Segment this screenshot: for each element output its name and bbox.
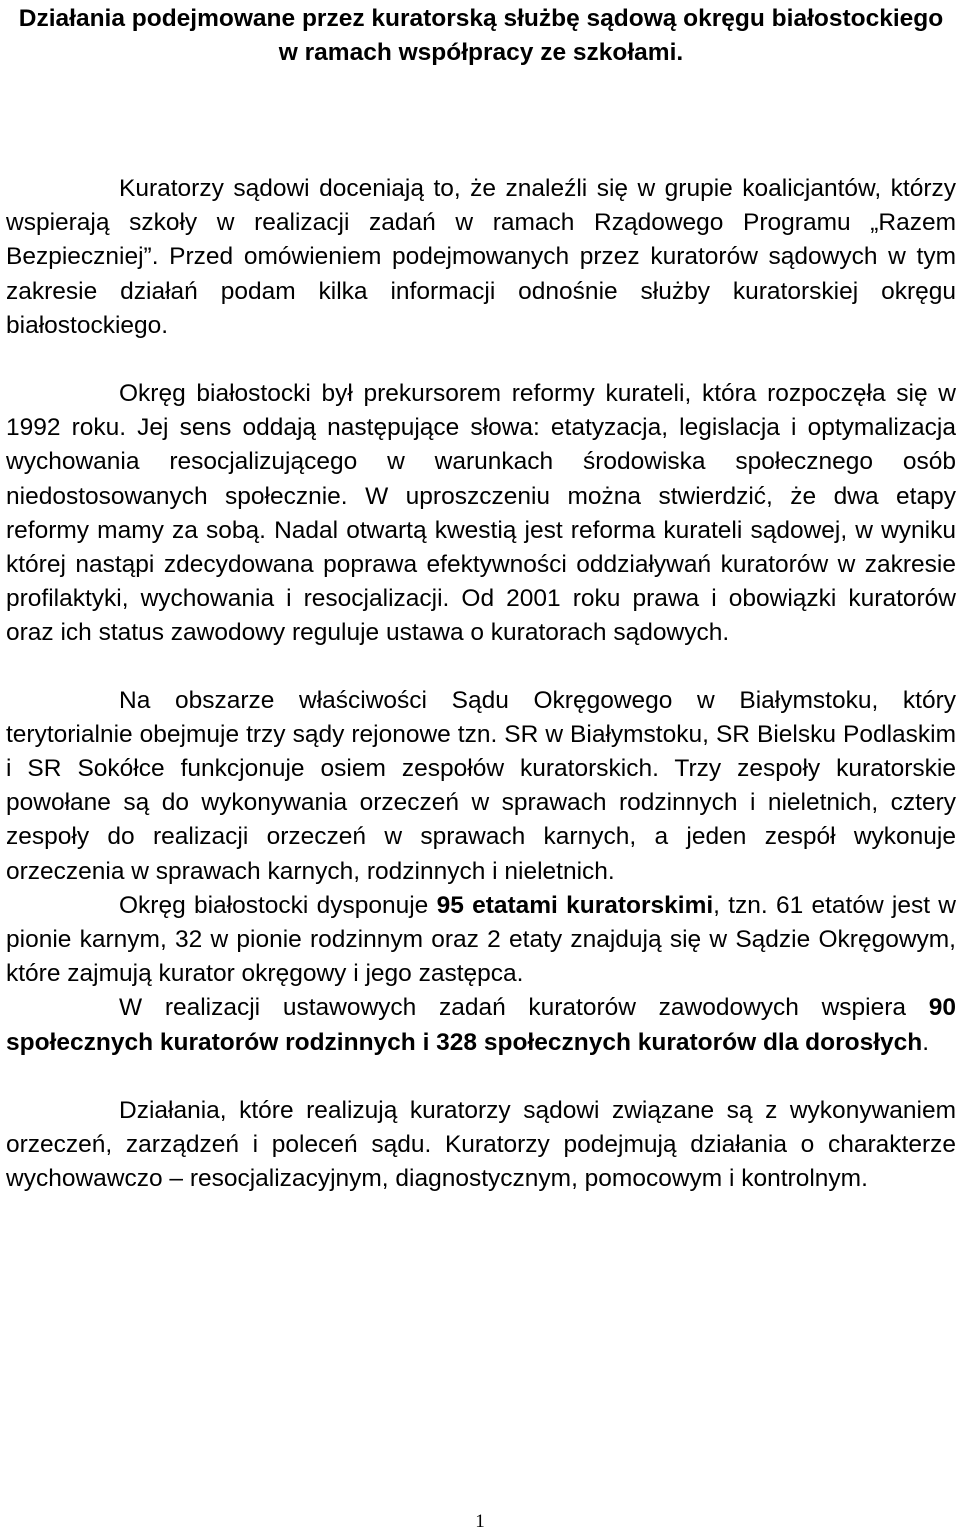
paragraph-volunteers-text: W realizacji ustawowych zadań kuratorów zawodowych wspiera	[119, 994, 929, 1022]
paragraph-activities: Działania, które realizują kuratorzy sądowi związane są z wykonywaniem orzeczeń, zarządzeń i poleceń sądu. Kuratorzy podejmują działania o charakterze wychowawczo – resocjalizacyjnym, diagnostycznym, pomocowym i kontrolnym.	[6, 1096, 956, 1193]
paragraph-staffing-highlight: 95 etatami kuratorskimi	[436, 891, 714, 919]
paragraph-reform: Okręg białostocki był prekursorem reformy kurateli, która rozpoczęła się w 1992 roku. Jej sens oddają następujące słowa: etatyzacja, legislacja i optymalizacja wychowania resocjalizującego w warunkach środowiska społecznego osób niedostosowanych społecznie. W uproszczeniu można stwierdzić, że dwa etapy reformy mamy za sobą. Nadal otwartą kwestią jest reforma kurateli sądowej, w wyniku której nastąpi zdecydowana poprawa efektywności oddziaływań kuratorów w zakresie profilaktyki, wychowania i resocjalizacji. Od 2001 roku prawa i obowiązki kuratorów oraz ich status zawodowy reguluje ustawa o kuratorach sądowych.	[6, 380, 956, 647]
paragraph-staffing	[6, 889, 956, 992]
paragraph-volunteers-highlight: 90 społecznych kuratorów rodzinnych i 328 społecznych kuratorów dla dorosłych	[6, 994, 956, 1056]
document-page	[6, 0, 956, 1196]
paragraph-staffing-text: , tzn. 61 etatów jest w pionie karnym, 32 w pionie rodzinnym oraz 2 etaty znajdują się w Sądzie Okręgowym, które zajmują kurator okręgowy i jego zastępca.	[6, 891, 956, 988]
page-number: 1	[475, 1511, 485, 1532]
spacer	[6, 1060, 956, 1094]
paragraph-district: Na obszarze właściwości Sądu Okręgowego w Białymstoku, który terytorialnie obejmuje trzy sądy rejonowe tzn. SR w Białymstoku, SR Bielsku Podlaskim i SR Sokółce funkcjonuje osiem zespołów kuratorskich. Trzy zespoły kuratorskie powołane są do wykonywania orzeczeń w sprawach rodzinnych i nieletnich, cztery zespoły do realizacji orzeczeń w sprawach karnych, a jeden zespół wykonuje orzeczenia w sprawach karnych, rodzinnych i nieletnich.	[6, 686, 956, 885]
paragraph-volunteers-text: .	[922, 1028, 930, 1056]
paragraph-volunteers	[6, 991, 956, 1059]
spacer	[6, 343, 956, 377]
spacer	[6, 70, 956, 172]
paragraph-staffing-text: Okręg białostocki dysponuje	[119, 891, 437, 919]
paragraph-intro: Kuratorzy sądowi doceniają to, że znaleźli się w grupie koalicjantów, którzy wspierają szkoły w realizacji zadań w ramach Rządowego Programu „Razem Bezpieczniej”. Przed omówieniem podejmowanych przez kuratorów sądowych w tym zakresie działań podam kilka informacji odnośnie służby kuratorskiej okręgu białostockiego.	[6, 175, 956, 339]
spacer	[6, 651, 956, 684]
document-title: Działania podejmowane przez kuratorską służbę sądową okręgu białostockiego w ramach współpracy ze szkołami.	[18, 5, 944, 66]
